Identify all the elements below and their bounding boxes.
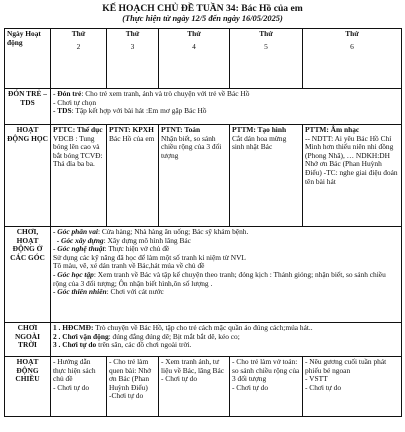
day-header-tue bbox=[107, 29, 159, 89]
hdc-cell-wed bbox=[159, 357, 230, 417]
hdc-item: - VSTT bbox=[305, 374, 328, 384]
hdh-cell-wed bbox=[159, 125, 230, 227]
don-tre-line-2: - Chơi tự chọn bbox=[53, 97, 97, 107]
ngoai-troi-line-3: 3 . Chơi tự do trên sân, các đồ chơi ngoài trời. bbox=[53, 340, 192, 350]
hdc-item: - Xem tranh ảnh, tư liệu về Bác, lăng Bác bbox=[161, 357, 225, 375]
schedule-table bbox=[4, 28, 402, 417]
nghe-thuat-line-2: Sử dụng các kỹ năng đã học để làm một số tranh kỉ niệm từ NVL bbox=[53, 252, 246, 262]
corner-cell: Ngày Hoạt động bbox=[5, 29, 51, 89]
row-label-hoat-dong-chieu: HOẠT ĐỘNG CHIỀU bbox=[5, 357, 51, 417]
hdc-item: - Chơi tự do bbox=[305, 382, 342, 392]
don-tre-content bbox=[51, 89, 402, 125]
row-label-choi-goc: CHƠI, HOẠT ĐỘNG Ở CÁC GÓC bbox=[5, 227, 51, 323]
day-number: 6 bbox=[350, 41, 354, 51]
nghe-thuat-line-3: Tô màu, vẽ, xé dán tranh về Bác,hát múa về chủ đề bbox=[53, 261, 205, 271]
row-label-don-tre: ĐÓN TRẺ – TDS bbox=[5, 89, 51, 125]
ngoai-troi-line-1: 1 . HĐCMĐ: Trò chuyện về Bác Hồ, tập cho trẻ cách mặc quần áo đúng cách;múa hát.. bbox=[53, 323, 313, 332]
day-number: 4 bbox=[192, 41, 196, 51]
hdh-title: PTNT: Toán bbox=[161, 125, 201, 134]
hdh-body: Bác Hồ của em bbox=[109, 133, 155, 143]
row-hoat-dong-chieu bbox=[5, 357, 402, 417]
hdh-cell-fri bbox=[303, 125, 402, 227]
hdc-item: - Chơi tự do bbox=[53, 382, 90, 392]
goc-phan-vai: - Góc phân vai: Cửa hàng; Nhà hàng ăn uống; Bác sỹ khám bệnh. bbox=[53, 227, 249, 236]
day-header-mon bbox=[51, 29, 107, 89]
day-number: 2 bbox=[76, 41, 81, 51]
day-header-thu bbox=[230, 29, 303, 89]
row-choi-ngoai-troi bbox=[5, 323, 402, 357]
row-hoat-dong-hoc bbox=[5, 125, 402, 227]
hdc-cell-fri bbox=[303, 357, 402, 417]
hdc-item: - Hướng dẫn thực hiện sách chủ đề bbox=[53, 357, 96, 384]
hdh-cell-thu bbox=[230, 125, 303, 227]
day-header-fri bbox=[303, 29, 402, 89]
hdh-body: Cắt dán hoa mừng sinh nhật Bác bbox=[232, 133, 287, 152]
hdc-item: - Chơi tự do bbox=[161, 374, 198, 384]
row-label-choi-ngoai-troi: CHƠI NGOÀI TRỜI bbox=[5, 323, 51, 357]
hdh-title: PTTM: Tạo hình bbox=[232, 125, 287, 134]
row-label-hoat-dong-hoc: HOẠT ĐỘNG HỌC bbox=[5, 125, 51, 227]
goc-thien-nhien: - Góc thiên nhiên: Chơi với cát nước bbox=[53, 287, 164, 297]
goc-hoc-tap: - Góc học tập: Xem tranh về Bác và tập kể chuyện theo tranh; đóng kịch : Thánh gióng; nhận biết, so sánh chiều rộng của 3 đối tượng; Ôn nhận biết hình,ôn số lượng . bbox=[53, 269, 386, 288]
choi-ngoai-troi-content bbox=[51, 323, 402, 357]
row-choi-hoat-dong-goc bbox=[5, 227, 402, 323]
hdh-title: PTTM: Âm nhạc bbox=[305, 125, 360, 134]
day-header-wed bbox=[159, 29, 230, 89]
hdh-body: Nhận biết, so sánh chiều rộng của 3 đối tượng bbox=[161, 133, 222, 160]
day-label: Thứ bbox=[259, 29, 273, 38]
day-label: Thứ bbox=[187, 29, 201, 38]
row-don-tre bbox=[5, 89, 402, 125]
hdc-item: - Cho trẻ làm vở toán: so sánh chiều rộng của 3 đối tượng bbox=[232, 357, 300, 384]
table-header-row bbox=[5, 29, 402, 89]
day-label: Thứ bbox=[125, 29, 140, 38]
hdh-title: PTNT: KPXH bbox=[109, 125, 154, 134]
day-label: Thứ bbox=[345, 29, 359, 38]
goc-nghe-thuat: - Góc nghệ thuật: Thực hiện vở chủ đề bbox=[53, 244, 170, 254]
day-number: 3 bbox=[130, 41, 135, 51]
hdc-item: - Chơi tự do bbox=[232, 382, 269, 392]
don-tre-line-1: - Đón trẻ: Cho trẻ xem tranh, ảnh và trò chuyện với trẻ về Bác Hồ bbox=[53, 89, 250, 98]
hdc-cell-tue bbox=[107, 357, 159, 417]
hdc-item: -Chơi tự do bbox=[109, 391, 144, 401]
hdh-body: -- NDTT: Ai yêu Bác Hồ Chí Minh hơn thiếu niên nhi đồng (Phong Nhã), … NDKH:DH Nhớ ơn Bác (Phan Huỳnh Điểu) -TC: nghe giai điệu đoán tên bài hát bbox=[305, 133, 398, 186]
hdc-cell-thu bbox=[230, 357, 303, 417]
goc-xay-dung: - Góc xây dựng: Xây dựng mô hình lăng Bác bbox=[56, 235, 191, 245]
hdc-item: - Nêu gương cuối tuần phát phiếu bé ngoan bbox=[305, 357, 387, 375]
hdh-body: VĐCB : Tung bóng lên cao và bắt bóng TCVĐ: Thả đỉa ba ba. bbox=[53, 133, 103, 169]
page-subtitle: (Thực hiện từ ngày 12/5 đến ngày 16/05/2025) bbox=[122, 14, 283, 23]
hdc-item: - Cho trẻ làm quen bài: Nhớ ơn Bác (Phan Huỳnh Điểu) bbox=[109, 357, 152, 392]
hdh-cell-mon bbox=[51, 125, 107, 227]
day-number: 5 bbox=[264, 41, 268, 51]
day-label: Thứ bbox=[71, 29, 86, 38]
hdh-title: PTTC: Thể dục bbox=[53, 125, 103, 134]
hdc-cell-mon bbox=[51, 357, 107, 417]
choi-goc-content bbox=[51, 227, 402, 323]
ngoai-troi-line-2: 2 . Chơi vận động: đúng đắng đúng dê; Bịt mắt bắt dê, kéo co; bbox=[53, 331, 240, 341]
hdh-cell-tue bbox=[107, 125, 159, 227]
page-title: KẾ HOẠCH CHỦ ĐỀ TUẦN 34: Bác Hồ của em bbox=[102, 3, 303, 14]
don-tre-line-3: - TDS: Tập kết hợp với bài hát :Em mơ gặp Bác Hồ bbox=[53, 106, 207, 116]
